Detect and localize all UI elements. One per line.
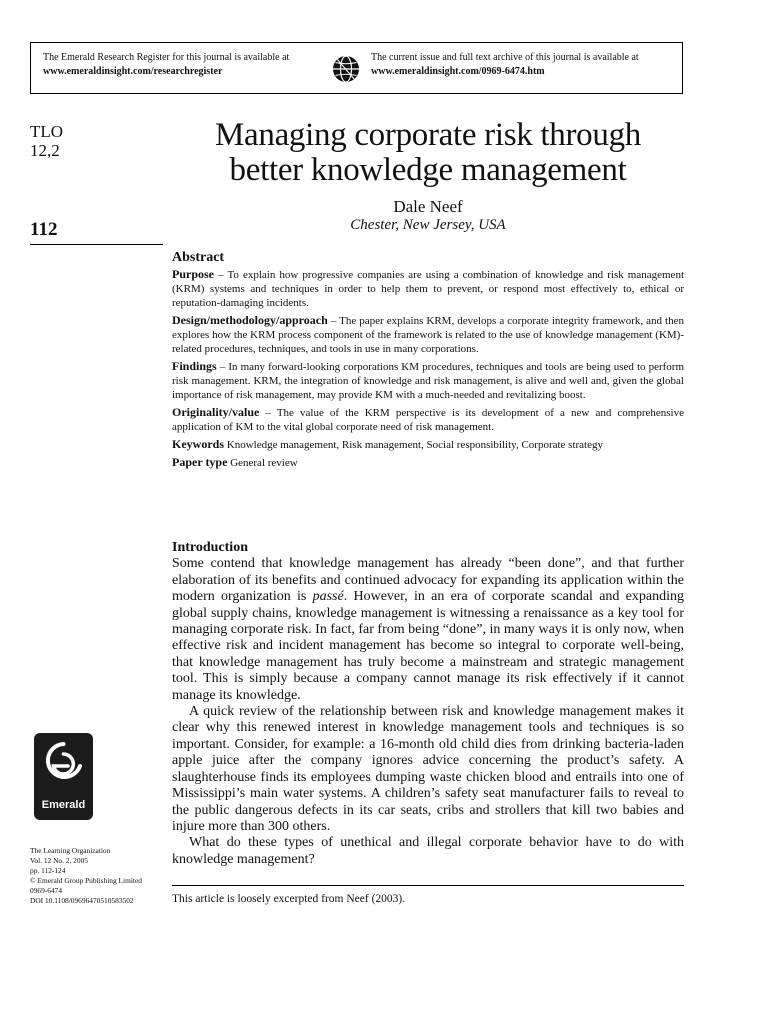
header-full-text-archive <box>371 51 681 79</box>
journal-archive-link[interactable]: www.emeraldinsight.com/0969-6474.htm <box>371 66 545 77</box>
header-left-text: The Emerald Research Register for this journal is available at <box>43 52 290 63</box>
page-number: 112 <box>30 219 58 240</box>
globe-icon <box>331 54 361 84</box>
purpose-label: Purpose <box>172 267 214 281</box>
body-paragraph-1 <box>172 556 684 704</box>
pubinfo-line-volume: Vol. 12 No. 2, 2005 <box>30 856 88 865</box>
publication-info <box>30 846 168 906</box>
article-body <box>172 540 684 868</box>
abstract-originality <box>172 405 684 434</box>
header-box <box>30 42 683 94</box>
abstract-keywords <box>172 437 684 452</box>
pubinfo-line-copyright: © Emerald Group Publishing Limited <box>30 876 142 885</box>
journal-code <box>30 122 63 160</box>
title-line-2: better knowledge management <box>229 152 627 188</box>
keywords-text: Knowledge management, Risk management, Social responsibility, Corporate strategy <box>224 439 604 451</box>
findings-label: Findings <box>172 359 217 373</box>
p1-emphasis: passé <box>312 589 344 605</box>
title-line-1: Managing corporate risk through <box>214 117 641 153</box>
keywords-label: Keywords <box>172 437 224 451</box>
footnote: This article is loosely excerpted from Neef (2003). <box>172 893 406 905</box>
header-right-text: The current issue and full text archive of this journal is available at <box>371 52 639 63</box>
abstract-paper-type <box>172 455 684 470</box>
purpose-text: – To explain how progressive companies are using a combination of knowledge and risk management (KRM) systems and techniques in order to help them to prevent, or respond most effectively to, ethical or reputation-damaging incidents. <box>172 269 684 309</box>
journal-abbrev: TLO <box>30 122 64 141</box>
paper-type-label: Paper type <box>172 455 228 469</box>
abstract-findings <box>172 359 684 402</box>
logo-wordmark: Emerald <box>41 799 86 811</box>
abstract-design <box>172 313 684 356</box>
pubinfo-line-doi: DOI 10.1108/09696470510583502 <box>30 896 134 905</box>
design-label: Design/methodology/approach <box>172 313 328 327</box>
emerald-logo-icon <box>43 740 84 792</box>
author-affiliation: Chester, New Jersey, USA <box>350 217 506 233</box>
design-text: – The paper explains KRM, develops a corporate integrity framework, and then explores how the KRM process component of the framework is related to the use of knowledge management (KM)-related procedures, techniques, and tools in use in many corporations. <box>172 315 684 355</box>
side-rule <box>30 244 163 245</box>
originality-text: – The value of the KRM perspective is its development of a new and comprehensive application of KM to the vital global corporate need of risk management. <box>172 407 684 433</box>
pubinfo-line-journal: The Learning Organization <box>30 846 111 855</box>
abstract-heading: Abstract <box>172 250 225 265</box>
p1-part-b: . However, in an era of corporate scandal and expanding global supply chains, knowledge management is witnessing a renaissance as a key tool for managing corporate risk. In fact, far from being “done”, in many ways it is only now, when effective risk and incident management has become so integral to corporate well-being, that knowledge management has truly become a mainstream and strategic management tool. This is simply because a company cannot manage its risk effectively if it cannot manage its knowledge. <box>172 589 684 703</box>
section-heading-introduction: Introduction <box>172 540 248 555</box>
emerald-logo <box>34 733 93 820</box>
originality-label: Originality/value <box>172 405 260 419</box>
author-name: Dale Neef <box>393 197 463 216</box>
paper-type-text: General review <box>227 457 298 469</box>
footnote-rule <box>172 885 684 886</box>
abstract <box>172 251 684 473</box>
article-title <box>172 118 684 188</box>
body-paragraph-2: A quick review of the relationship between risk and knowledge management makes it clear why this renewed interest in knowledge management tools and techniques is so important. Consider, for example: a 16-month old child dies from drinking bacteria-laden apple juice after the company ignores advice concerning the product’s safety. A slaughterhouse finds its employees dumping waste chicken blood and entrails into one of Mississippi’s main water systems. A children’s safety seat manufacturer fails to reveal to the public dangerous defects in its car seats, cribs and strollers that kill two babies and injure more than 300 others. <box>172 704 684 834</box>
journal-volume: 12,2 <box>30 141 60 160</box>
findings-text: – In many forward-looking corporations KM procedures, techniques and tools are being used to perform risk management. KRM, the integration of knowledge and risk management, is alive and well and, given the global importance of risk management, may provide KM with a much-needed and revitalizing boost. <box>172 361 684 401</box>
pubinfo-line-issn: 0969-6474 <box>30 886 63 895</box>
research-register-link[interactable]: www.emeraldinsight.com/researchregister <box>43 66 223 77</box>
abstract-purpose <box>172 267 684 310</box>
p1-part-a: Some contend that knowledge management has already “been done”, and that further elaboration of its benefits and continued advocacy for expanding its application within the modern organization is <box>172 556 684 605</box>
pubinfo-line-pages: pp. 112-124 <box>30 866 66 875</box>
body-paragraph-3: What do these types of unethical and illegal corporate behavior have to do with knowledge management? <box>172 835 684 867</box>
header-research-register <box>43 51 343 79</box>
